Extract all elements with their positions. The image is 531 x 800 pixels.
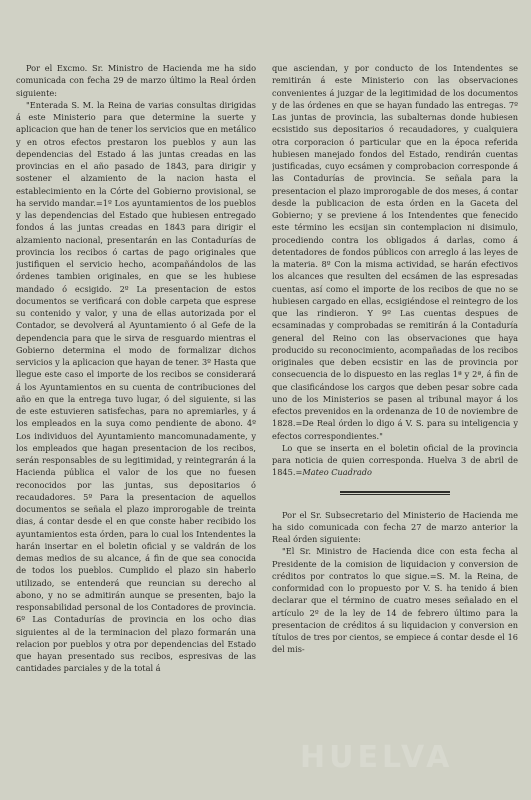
royal-order-continuation: que asciendan, y por conducto de los Intendentes se remitirán á este Ministerio con las observaciones convenientes á juzgar de la legitimidad de los documentos y de las órdenes en que se hayan fundado las entregas. 7º Las juntas de provincia, las subalternas donde hubiesen ecsistido sus depositarios ó recaudadores, y cualquiera otra corporacion ó particular que en la época referida hubiesen manejado fondos del Estado, rendirán cuentas justificadas, cuyo ecsámen y comprobacion corresponde á las Contadurías de provincia. Se señala para la presentacion el plazo improrogable de dos meses, á contar desde la publicacion de esta órden en la Gaceta del Gobierno; y se previene á los Intendentes que fenecido este término les ecsijan sin contemplacion ni disimulo, procediendo contra los obligados á darlas, como á detentadores de fondos públicos con arreglo á las leyes de la materia. 8º Con la misma actividad, se harán efectivos los alcances que resulten del ecsámen de las espresadas cuentas, así como el importe de los recibos de que no se hubiesen cargado en ellas, ecsigiéndose el reintegro de los que las rindieron. Y 9º Las cuentas despues de ecsaminadas y comprobadas se remitirán á la Contaduría general del Reino con las observaciones que haya producido su reconocimiento, acompañadas de los recibos originales que deben ecsistir en las de provincia por consecuencia de lo dispuesto en las reglas 1ª y 2ª, á fin de que clasificándose los cargos que deben pesar sobre cada uno de los Ministerios se pasen al tribunal mayor á los efectos prevenidos en la ordenanza de 10 de noviembre de 1828.=De Real órden lo digo á V. S. para su inteligencia y efectos correspondientes." (272, 63, 518, 441)
second-order-intro: Por el Sr. Subsecretario del Ministerio de Hacienda me ha sido comunicada con fecha 27 de marzo anterior la Real órden siguiente: (272, 509, 518, 544)
right-column (272, 62, 518, 792)
section-divider (340, 491, 450, 495)
signature: =Mateo Cuadrado (295, 467, 372, 478)
left-column (16, 62, 256, 792)
insertion-notice (272, 442, 518, 479)
insertion-notice-text: Lo que se inserta en el boletin oficial de la provincia para noticia de quien corresponda. Huelva 3 de abril de 1845. (272, 442, 518, 478)
intro-paragraph: Por el Excmo. Sr. Ministro de Hacienda me ha sido comunicada con fecha 29 de marzo último la Real órden siguiente: (16, 63, 256, 98)
second-order-text: "El Sr. Ministro de Hacienda dice con esta fecha al Presidente de la comision de liquidacion y conversion de créditos por contratos lo que sigue.=S. M. la Reina, de conformidad con lo propuesto por V. S. ha tenido á bien declarar que el término de cuatro meses señalado en el artículo 2º de la ley de 14 de febrero último para la presentacion de créditos á su liquidacion y conversion en títulos de tres por cientos, se empiece á contar desde el 16 del mis- (272, 546, 518, 655)
royal-order-paragraph: "Enterada S. M. la Reina de varias consultas dirigidas á este Ministerio para que determine la suerte y aplicacion que han de tener los servicios que en metálico y en otros efectos prestaron los pueblos y aun las dependencias del Estado á las juntas creadas en las provincias en el año pasado de 1843, para dirigir y sostener el alzamiento de la nacion hasta el establecimiento en la Córte del Gobierno provisional, se ha servido mandar.=1º Los ayuntamientos de los pueblos y las dependencias del Estado que hubiesen entregado fondos á las juntas creadas en 1843 para dirigir el alzamiento nacional, presentarán en las Contadurías de provincia los recibos ó cartas de pago originales que justifiquen el servicio hecho, acompañándolos de las órdenes tambien originales, en que se les hubiese mandado ó ecsigido. 2º La presentacion de estos documentos se verificará con doble carpeta que esprese su contenido y valor, y una de ellas autorizada por el Contador, se devolverá al Ayuntamiento ó al Gefe de la dependencia para que le sirva de resguardo mientras el Gobierno determina el modo de formalizar dichos servicios y la aplicacion que hayan de tener. 3º Hasta que llegue este caso el importe de los recibos se considerará á los Ayuntamientos en su cuenta de contribuciones del año en que la entrega tuvo lugar, ó del siguiente, si las de este estuvieren satisfechas, para no apremiarles, y á los empleados en la suya como pendiente de abono. 4º Los individuos del Ayuntamiento mancomunadamente, y los empleados que hagan presentacion de los recibos, serán responsables de su legitimidad, y reintegrarán á la Hacienda pública el valor de los que no fuesen reconocidos por las juntas, sus depositarios ó recaudadores. 5º Para la presentacion de aquellos documentos se señala el plazo improrogable de treinta dias, á contar desde el en que conste haber recibido los ayuntamientos esta órden, para lo cual los Intendentes la harán insertar en el boletin oficial y se valdrán de los demas medios de su alcance, á fin de que sea conocida de todos los pueblos. Cumplido el plazo sin haberlo utilizado, se entenderá que reuncian su derecho al abono, y no se admitirán aunque se presenten, bajo la responsabilidad personal de los Contadores de provincia. 6º Las Contadurías de provincia en los ocho dias siguientes al de la terminacion del plazo formarán una relacion por pueblos y otra por dependencias del Estado que hayan presentado sus recibos, espresivas de las cantidades parciales y de la total á (16, 99, 256, 674)
archive-watermark: HUELVA (300, 740, 454, 775)
